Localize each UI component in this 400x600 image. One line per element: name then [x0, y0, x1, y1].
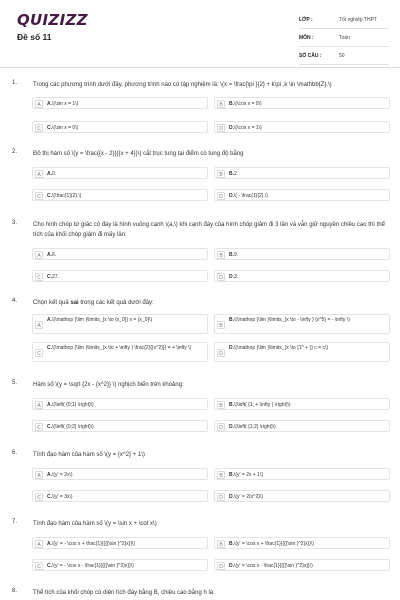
- answer-option-d[interactable]: [214, 270, 390, 282]
- option-letter: B: [217, 251, 225, 259]
- option-letter: A: [35, 100, 43, 108]
- answer-option-c[interactable]: [32, 559, 208, 571]
- option-letter: A: [35, 540, 43, 548]
- answer-option-c[interactable]: [32, 270, 208, 282]
- option-prefix: B.: [229, 170, 234, 177]
- question-text: Cho hình chóp tứ giác có đáy là hình vuông cạnh \(a,\) khi cạnh đáy của hình chóp giảm đi 3 lần và vẫn giữ nguyên chiều cao thì thể tích của khối chóp giảm đi mấy lần:: [33, 222, 385, 238]
- option-prefix: A.: [47, 401, 52, 408]
- meta-row-class: [299, 12, 389, 29]
- option-text: \(y' = 2x + 1\): [234, 471, 264, 478]
- option-prefix: D.: [229, 273, 234, 280]
- option-letter: B: [217, 401, 225, 409]
- answer-option-a[interactable]: [32, 97, 208, 109]
- option-prefix: B.: [229, 100, 234, 107]
- option-letter: B: [217, 170, 225, 178]
- option-prefix: A.: [47, 100, 52, 107]
- question-number: 6.: [12, 450, 18, 456]
- option-text: \(\mathop {\lim }\limits_{x \to - \infty } {x^5} = - \infty \): [234, 317, 350, 323]
- option-letter: D: [217, 349, 225, 357]
- question-text: Tính đạo hàm của hàm số \(y = {x^2} + 1\): [33, 452, 145, 458]
- option-letter: D: [217, 423, 225, 431]
- option-letter: D: [217, 273, 225, 281]
- option-prefix: A.: [47, 471, 52, 478]
- option-text: \(\frac{1}{2}.\): [52, 192, 82, 199]
- answer-option-b[interactable]: [214, 97, 390, 109]
- option-letter: C: [35, 192, 43, 200]
- header-divider: [0, 67, 400, 68]
- option-prefix: C.: [47, 423, 52, 430]
- answer-option-d[interactable]: [214, 342, 390, 362]
- question-number: 7.: [12, 519, 18, 525]
- answer-option-b[interactable]: [214, 398, 390, 410]
- option-text: 9.: [234, 251, 239, 258]
- option-letter: A: [35, 401, 43, 409]
- option-letter: B: [217, 471, 225, 479]
- option-prefix: A.: [47, 170, 52, 177]
- option-letter: C: [35, 423, 43, 431]
- option-letter: B: [217, 321, 225, 329]
- option-prefix: D.: [229, 493, 234, 500]
- option-letter: A: [35, 321, 43, 329]
- option-text: \(\mathop {\lim }\limits_{x \to {x_0}} x = {x_0}\): [52, 317, 153, 323]
- answer-option-a[interactable]: [32, 537, 208, 549]
- option-text: \(y' = - \cos x + \frac{1}{{{{\sin }^2}x}}\): [52, 540, 136, 547]
- question-number: 8.: [12, 588, 18, 594]
- option-text: 3.: [234, 273, 239, 280]
- option-letter: C: [35, 562, 43, 570]
- answer-option-d[interactable]: [214, 189, 390, 201]
- answer-option-d[interactable]: [214, 420, 390, 432]
- meta-info: [299, 12, 389, 66]
- answer-option-a[interactable]: [32, 167, 208, 179]
- option-text: \(\left( {0;1} \right)\): [52, 401, 94, 408]
- option-text: 27.: [52, 273, 59, 280]
- answer-option-b[interactable]: [214, 314, 390, 334]
- option-letter: C: [35, 124, 43, 132]
- option-text: 2.: [234, 170, 239, 177]
- answer-option-b[interactable]: [214, 167, 390, 179]
- option-letter: D: [217, 562, 225, 570]
- option-text: \(\sin x = 0\): [52, 124, 79, 131]
- option-letter: D: [217, 493, 225, 501]
- question-text: Trong các phương trình dưới đây, phương trình nào có tập nghiệm là: \(x = \frac{\pi }{2} + k\pi ,k \in \mathbb{Z}.\): [33, 82, 332, 88]
- worksheet-header: [0, 0, 400, 64]
- answer-option-d[interactable]: [214, 490, 390, 502]
- option-prefix: B.: [229, 401, 234, 408]
- option-prefix: B.: [229, 540, 234, 547]
- option-text: \(\sin x = 1\): [52, 100, 79, 107]
- option-text: \(\mathop {\lim }\limits_{x \to {1^ + }} c = c\): [234, 345, 329, 351]
- answer-option-b[interactable]: [214, 468, 390, 480]
- option-prefix: A.: [47, 540, 52, 547]
- option-prefix: A.: [47, 317, 52, 323]
- option-letter: A: [35, 251, 43, 259]
- answer-option-d[interactable]: [214, 121, 390, 133]
- option-prefix: D.: [229, 345, 234, 351]
- option-letter: A: [35, 170, 43, 178]
- meta-value: Tốt nghiệp THPT: [339, 17, 377, 23]
- option-prefix: B.: [229, 251, 234, 258]
- meta-label: SỐ CÂU :: [299, 53, 322, 59]
- option-text: \(\left( {1; + \infty } \right)\): [234, 401, 291, 408]
- answer-option-c[interactable]: [32, 189, 208, 201]
- question-number: 3.: [12, 220, 18, 226]
- page-title: Đề số 11: [17, 32, 52, 42]
- option-letter: D: [217, 124, 225, 132]
- option-text: 6.: [52, 251, 57, 258]
- question-text: Tính đạo hàm của hàm số \(y = \sin x + \cot x\): [33, 521, 157, 527]
- option-prefix: D.: [229, 423, 234, 430]
- option-prefix: C.: [47, 345, 52, 351]
- question-text: Chọn kết quả sai trong các kết quả dưới đây:: [33, 300, 154, 306]
- option-letter: B: [217, 100, 225, 108]
- option-text: \(y' = \cos x + \frac{1}{{{{\sin }^2}x}}\): [234, 540, 315, 547]
- option-prefix: C.: [47, 273, 52, 280]
- question-number: 1.: [12, 80, 18, 86]
- option-text: 0.: [52, 170, 57, 177]
- option-prefix: D.: [229, 192, 234, 199]
- option-letter: A: [35, 471, 43, 479]
- option-text: \(\left( {1;2} \right)\): [234, 423, 276, 430]
- option-text: \(y' = 2x\): [52, 471, 73, 478]
- option-letter: C: [35, 273, 43, 281]
- meta-label: LỚP :: [299, 17, 313, 23]
- option-text: \( - \frac{1}{2}.\): [234, 192, 268, 199]
- option-text: \(y' = 3x\): [52, 493, 73, 500]
- question-text: Đồ thị hàm số \(y = \frac{{x - 2}}{{x + 4}}\) cắt trục tung tại điểm có tung độ bằng: [33, 151, 244, 157]
- answer-option-c[interactable]: [32, 490, 208, 502]
- meta-value: 50: [339, 53, 345, 59]
- option-prefix: C.: [47, 192, 52, 199]
- question-number: 5.: [12, 380, 18, 386]
- question-number: 2.: [12, 149, 18, 155]
- answer-option-c[interactable]: [32, 420, 208, 432]
- meta-label: MÔN :: [299, 35, 314, 41]
- answer-option-b[interactable]: [214, 537, 390, 549]
- option-prefix: C.: [47, 124, 52, 131]
- meta-row-question-count: [299, 48, 389, 65]
- option-text: \(\left( {0;2} \right)\): [52, 423, 94, 430]
- option-letter: C: [35, 349, 43, 357]
- emphasis-word: sai: [70, 300, 79, 306]
- option-text: \(\cos x = 1\): [234, 124, 262, 131]
- meta-value: Toán: [339, 35, 350, 41]
- option-prefix: B.: [229, 471, 234, 478]
- option-text: \(y' = - \cos x - \frac{1}{{{{\sin }^2}x}}\): [52, 562, 134, 569]
- meta-row-subject: [299, 30, 389, 47]
- answer-option-a[interactable]: [32, 314, 208, 334]
- option-prefix: C.: [47, 493, 52, 500]
- question-text: Hàm số \(y = \sqrt {2x - {x^2}} \) nghịch biến trên khoảng:: [33, 382, 184, 388]
- answer-option-b[interactable]: [214, 248, 390, 260]
- answer-option-c[interactable]: [32, 121, 208, 133]
- answer-option-a[interactable]: [32, 398, 208, 410]
- option-prefix: D.: [229, 562, 234, 569]
- option-prefix: B.: [229, 317, 234, 323]
- answer-option-a[interactable]: [32, 468, 208, 480]
- option-text: \(\mathop {\lim }\limits_{x \to + \infty } \frac{2}{{x^2}}} = + \infty \): [52, 345, 192, 351]
- answer-option-d[interactable]: [214, 559, 390, 571]
- question-text: Thể tích của khối chóp có diện tích đáy bằng B, chiều cao bằng h là:: [33, 590, 215, 596]
- answer-option-c[interactable]: [32, 342, 208, 362]
- option-text: \(\cos x = 0\): [234, 100, 262, 107]
- option-prefix: A.: [47, 251, 52, 258]
- option-text: \(y' = 2{x^2}\): [234, 493, 264, 500]
- option-prefix: C.: [47, 562, 52, 569]
- quizizz-logo: QUIZIZZ: [17, 11, 88, 29]
- option-prefix: D.: [229, 124, 234, 131]
- option-letter: D: [217, 192, 225, 200]
- answer-option-a[interactable]: [32, 248, 208, 260]
- option-text: \(y' = \cos x - \frac{1}{{{{\sin }^2}x}}\): [234, 562, 313, 569]
- question-number: 4.: [12, 298, 18, 304]
- option-letter: C: [35, 493, 43, 501]
- option-letter: B: [217, 540, 225, 548]
